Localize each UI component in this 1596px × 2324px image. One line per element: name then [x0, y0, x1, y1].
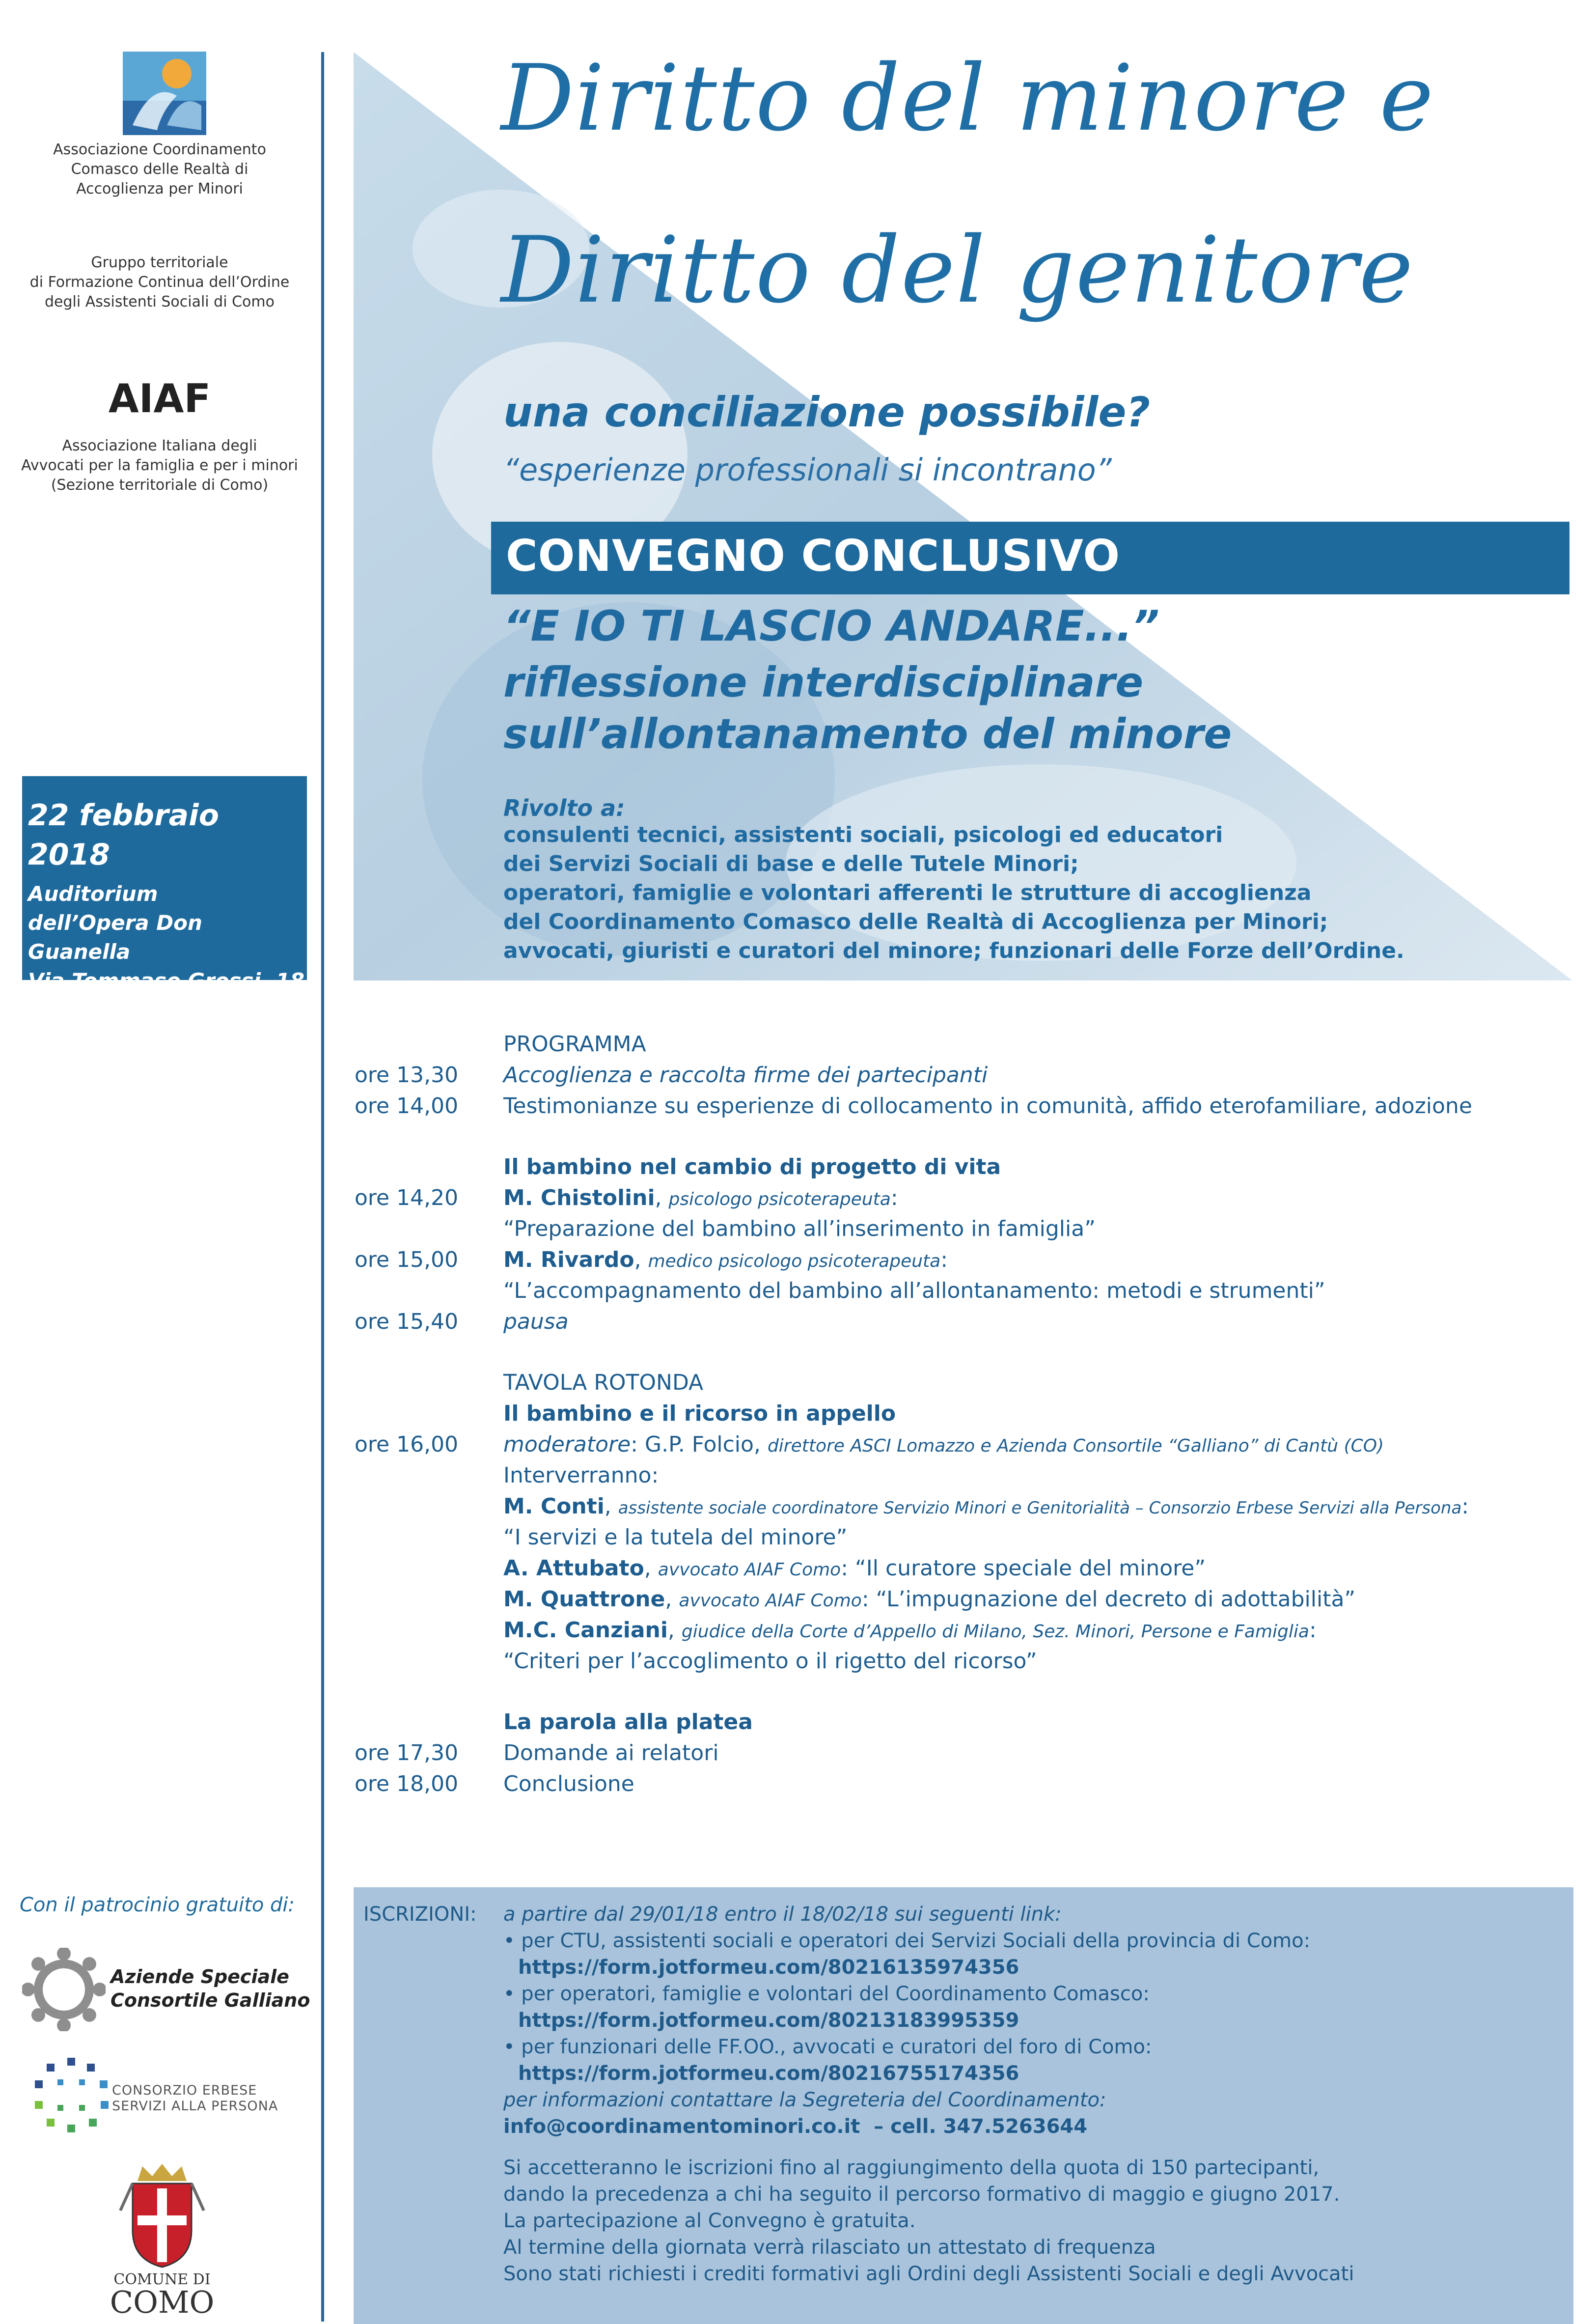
venue-line: Via Tommaso Grossi, 18 [28, 969, 305, 993]
event-title-line1: “E IO TI LASCIO ANDARE...” [503, 602, 1160, 651]
registration-intro: a partire dal 29/01/18 entro il 18/02/18 sui seguenti link: [503, 1903, 1062, 1926]
talk-title: “Criteri per l’accoglimento o il rigetto del ricorso” [503, 1649, 1037, 1674]
speaker-row: M. Quattrone, avvocato AIAF Como: “L’impugnazione del decreto di adottabilità” [503, 1587, 1356, 1612]
org2-line: di Formazione Continua dell’Ordine [29, 274, 290, 291]
aiaf-desc [10, 436, 309, 495]
rivolto-line: operatori, famiglie e volontari afferenti le strutture di accoglienza [503, 880, 1312, 905]
main-title-line1: Diritto del minore e [501, 45, 1435, 151]
date-venue-box [22, 776, 307, 1022]
activity-1330: Accoglienza e raccolta firme dei partecipanti [503, 1063, 988, 1088]
section-title-1: Il bambino nel cambio di progetto di vita [503, 1154, 1001, 1179]
coordinamento-logo-icon [123, 52, 206, 135]
convegno-band-label: CONVEGNO CONCLUSIVO [506, 531, 1121, 581]
registration-note: La partecipazione al Convegno è gratuita. [503, 2210, 916, 2232]
registration-link[interactable]: https://form.jotformeu.com/80213183995359 [518, 2009, 1019, 2032]
time-1330: ore 13,30 [355, 1063, 459, 1088]
registration-label: ISCRIZIONI: [363, 1903, 477, 1926]
contact-email[interactable]: info@coordinamentominori.co.it [503, 2115, 860, 2138]
venue-line: dell’Opera Don Guanella [28, 911, 202, 964]
event-title-line3: sull’allontanamento del minore [503, 710, 1232, 758]
speaker-name: M. Quattrone [503, 1587, 665, 1612]
time-1500: ore 15,00 [355, 1247, 459, 1272]
time-1540: ore 15,40 [355, 1309, 459, 1334]
org2-name [10, 253, 309, 312]
time-1600: ore 16,00 [355, 1432, 459, 1457]
time-1730: ore 17,30 [355, 1740, 459, 1765]
speaker-row: M.C. Canziani, giudice della Corte d’Appello di Milano, Sez. Minori, Persone e Famiglia: [503, 1618, 1317, 1643]
como-label-main: COMO [110, 2284, 215, 2320]
section-title-3: La parola alla platea [503, 1709, 753, 1735]
rivolto-line: consulenti tecnici, assistenti sociali, psicologi ed educatori [503, 822, 1223, 847]
registration-note: Sono stati richiesti i crediti formativi agli Ordini degli Assistenti Sociali e degli Avvocati [503, 2263, 1354, 2285]
moderator-label: moderatore [503, 1432, 631, 1457]
patronage-label: Con il patrocinio gratuito di: [20, 1894, 295, 1916]
speaker-role: avvocato AIAF Como [658, 1560, 841, 1580]
speaker-role: medico psicologo psicoterapeuta [648, 1251, 941, 1271]
moderator-role: direttore ASCI Lomazzo e Azienda Consortile “Galliano” di Cantù (CO) [767, 1436, 1384, 1456]
event-title-line2: riflessione interdisciplinare [503, 658, 1144, 706]
galliano-label [110, 1965, 310, 2012]
registration-bullet: • per operatori, famiglie e volontari del Coordinamento Comasco: [503, 1983, 1150, 2005]
section-title-2: Il bambino e il ricorso in appello [503, 1401, 896, 1426]
aiaf-line: Associazione Italiana degli [62, 437, 257, 454]
pausa: pausa [503, 1309, 569, 1334]
org1-line: Accoglienza per Minori [76, 180, 243, 197]
contact-phone: – cell. 347.5263644 [874, 2115, 1088, 2138]
registration-note: Si accetteranno le iscrizioni fino al raggiungimento della quota di 150 partecipanti, [503, 2156, 1320, 2179]
speaker-role: avvocato AIAF Como [679, 1591, 862, 1611]
speaker-row: A. Attubato, avvocato AIAF Como: “Il curatore speciale del minore” [503, 1556, 1206, 1581]
como-crest-icon [118, 2161, 206, 2269]
consorzio-label [112, 2083, 278, 2114]
subtitle-quote: “esperienze professionali si incontrano” [503, 452, 1112, 488]
rivolto-line: dei Servizi Sociali di base e delle Tutele Minori; [503, 851, 1079, 876]
registration-link[interactable]: https://form.jotformeu.com/80216755174356 [518, 2062, 1019, 2085]
speaker-name: A. Attubato [503, 1556, 644, 1581]
registration-note: dando la precedenza a chi ha seguito il percorso formativo di maggio e giugno 2017. [503, 2183, 1340, 2206]
registration-link[interactable]: https://form.jotformeu.com/80216135974356 [518, 1956, 1019, 1979]
aiaf-title: AIAF [108, 376, 211, 421]
activity-1730: Domande ai relatori [503, 1740, 719, 1765]
subtitle: una conciliazione possibile? [503, 388, 1151, 436]
speaker-name: M. Conti [503, 1494, 605, 1519]
registration-note: Al termine della giornata verrà rilasciato un attestato di frequenza [503, 2236, 1156, 2259]
moderator-name: G.P. Folcio [644, 1432, 754, 1457]
registration-bullet: • per CTU, assistenti sociali e operatori dei Servizi Sociali della provincia di Como: [503, 1930, 1311, 1952]
vertical-divider [321, 52, 324, 2322]
activity-1800: Conclusione [503, 1771, 634, 1796]
interverranno: Interverranno: [503, 1463, 659, 1488]
speaker-row: M. Rivardo, medico psicologo psicoterapeuta: [503, 1247, 948, 1272]
speaker-row: M. Conti, assistente sociale coordinatore Servizio Minori e Genitorialità – Consorzio Erbese Servizi alla Persona: [503, 1494, 1469, 1519]
consorzio-line: CONSORZIO ERBESE [112, 2083, 257, 2098]
org1-line: Associazione Coordinamento [53, 141, 266, 158]
event-date: 22 febbraio 2018 [28, 798, 219, 872]
rivolto-line: del Coordinamento Comasco delle Realtà di Accoglienza per Minori; [503, 909, 1328, 934]
galliano-gear-icon [22, 1948, 106, 2031]
speaker-name: M.C. Canziani [503, 1618, 668, 1643]
info-label: per informazioni contattare la Segreteria del Coordinamento: [503, 2089, 1106, 2111]
contact-row [503, 2113, 1087, 2140]
org1-line: Comasco delle Realtà di [71, 161, 248, 178]
speaker-role: giudice della Corte d’Appello di Milano, Sez. Minori, Persone e Famiglia [681, 1622, 1309, 1642]
talk-title: “Il curatore speciale del minore” [855, 1556, 1206, 1581]
aiaf-line: (Sezione territoriale di Como) [51, 476, 269, 494]
como-label-top: COMUNE DI [113, 2271, 211, 2288]
activity-1400: Testimonianze su esperienze di collocamento in comunità, affido eterofamiliare, adozione [503, 1093, 1472, 1119]
speaker-role: psicologo psicoterapeuta [668, 1189, 891, 1209]
galliano-line: Aziende Speciale [110, 1966, 289, 1988]
time-1800: ore 18,00 [355, 1771, 459, 1796]
time-1420: ore 14,20 [355, 1185, 459, 1210]
speaker-row: M. Chistolini, psicologo psicoterapeuta: [503, 1185, 898, 1210]
tavola-rotonda: TAVOLA ROTONDA [503, 1370, 704, 1395]
org2-line: degli Assistenti Sociali di Como [45, 293, 275, 310]
talk-title: “Preparazione del bambino all’inserimento in famiglia” [503, 1216, 1096, 1241]
time-1400: ore 14,00 [355, 1093, 459, 1119]
moderator-row: moderatore: G.P. Folcio, direttore ASCI Lomazzo e Azienda Consortile “Galliano” di Cantù (CO) [503, 1432, 1384, 1457]
talk-title: “L’impugnazione del decreto di adottabilità” [876, 1587, 1356, 1612]
org2-line: Gruppo territoriale [91, 254, 228, 271]
speaker-name: M. Rivardo [503, 1247, 634, 1272]
program-heading: PROGRAMMA [503, 1032, 646, 1057]
talk-title: “L’accompagnamento del bambino all’allontanamento: metodi e strumenti” [503, 1278, 1325, 1303]
venue-line: Como [28, 998, 93, 1022]
venue-line: Auditorium [28, 882, 158, 906]
event-venue [28, 879, 307, 1024]
speaker-name: M. Chistolini [503, 1185, 655, 1210]
talk-title: “I servizi e la tutela del minore” [503, 1525, 848, 1550]
rivolto-line: avvocati, giuristi e curatori del minore; funzionari delle Forze dell’Ordine. [503, 938, 1404, 963]
main-title-line2: Diritto del genitore [501, 217, 1414, 323]
galliano-line: Consortile Galliano [110, 1989, 310, 2011]
org1-name [10, 140, 309, 199]
aiaf-line: Avvocati per la famiglia e per i minori [21, 457, 298, 474]
consorzio-line: SERVIZI ALLA PERSONA [112, 2099, 278, 2114]
speaker-role: assistente sociale coordinatore Servizio Minori e Genitorialità – Consorzio Erbese Servizi alla Persona [618, 1498, 1462, 1518]
registration-bullet: • per funzionari delle FF.OO., avvocati e curatori del foro di Como: [503, 2036, 1152, 2058]
rivolto-heading: Rivolto a: [503, 795, 625, 821]
consorzio-erbese-icon [32, 2056, 110, 2134]
